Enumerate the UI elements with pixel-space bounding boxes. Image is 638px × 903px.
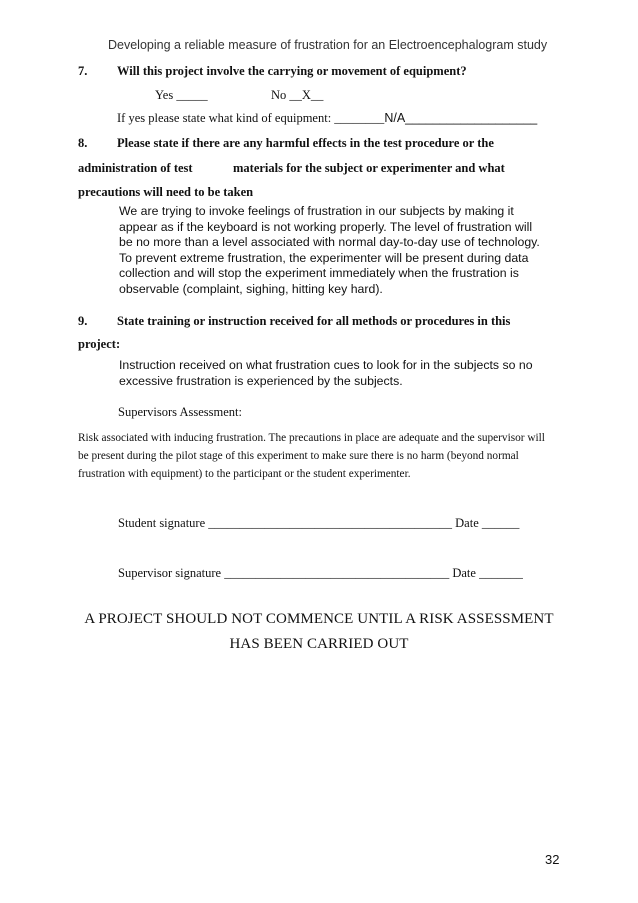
q8-answer: We are trying to invoke feelings of frustration in our subjects by making it appear as if the keyboard is not working properly. The level of frustration will be no more than a level associated with normal day-to-day use of technology. To prevent extreme frustration, the experimenter will be present during data collection and will stop the experiment immediately when the frustration is observable (complaint, sighing, hitting key hard).	[119, 204, 540, 296]
q8-question-line3: precautions will need to be taken	[78, 185, 254, 199]
q7-number: 7.	[78, 64, 88, 78]
supervisor-signature-line[interactable]: Supervisor signature ____________________________________ Date _______	[118, 566, 523, 580]
q7-no-option: No __X__	[271, 88, 324, 102]
q7-equipment-line	[117, 111, 537, 126]
assessment-label: Supervisors Assessment:	[118, 405, 242, 419]
running-header: Developing a reliable measure of frustration for an Electroencephalogram study	[108, 38, 548, 52]
q8-question-line1: Please state if there are any harmful effects in the test procedure or the	[117, 136, 494, 150]
page-number: 32	[545, 852, 560, 867]
q9-number: 9.	[78, 314, 88, 328]
student-signature-line[interactable]: Student signature _______________________________________ Date ______	[118, 516, 520, 530]
notice-line2: HAS BEEN CARRIED OUT	[229, 636, 409, 652]
q8-question-line2b: materials for the subject or experimenter and what	[233, 161, 505, 175]
q8-question-line2a: administration of test	[78, 161, 193, 175]
q7-yes-option: Yes _____	[155, 88, 208, 102]
q7-equipment-label: If yes please state what kind of equipment: ________	[117, 111, 385, 125]
q7-question: Will this project involve the carrying or movement of equipment?	[117, 64, 467, 78]
q9-question-line2: project:	[78, 337, 121, 351]
q9-question-line1: State training or instruction received for all methods or procedures in this	[117, 314, 511, 328]
q8-number: 8.	[78, 136, 88, 150]
q9-answer: Instruction received on what frustration cues to look for in the subjects so no excessive frustration is experienced by the subjects.	[119, 358, 533, 388]
q7-equipment-tail: ___________________	[405, 111, 538, 125]
notice-line1: A PROJECT SHOULD NOT COMMENCE UNTIL A RISK ASSESSMENT	[84, 611, 554, 627]
q7-equipment-value: N/A	[384, 111, 406, 125]
assessment-text: Risk associated with inducing frustration. The precautions in place are adequate and the supervisor will be present during the pilot stage of this experiment to make sure there is no harm (beyond normal frustration with equipment) to the participant or the student experimenter.	[78, 432, 545, 480]
